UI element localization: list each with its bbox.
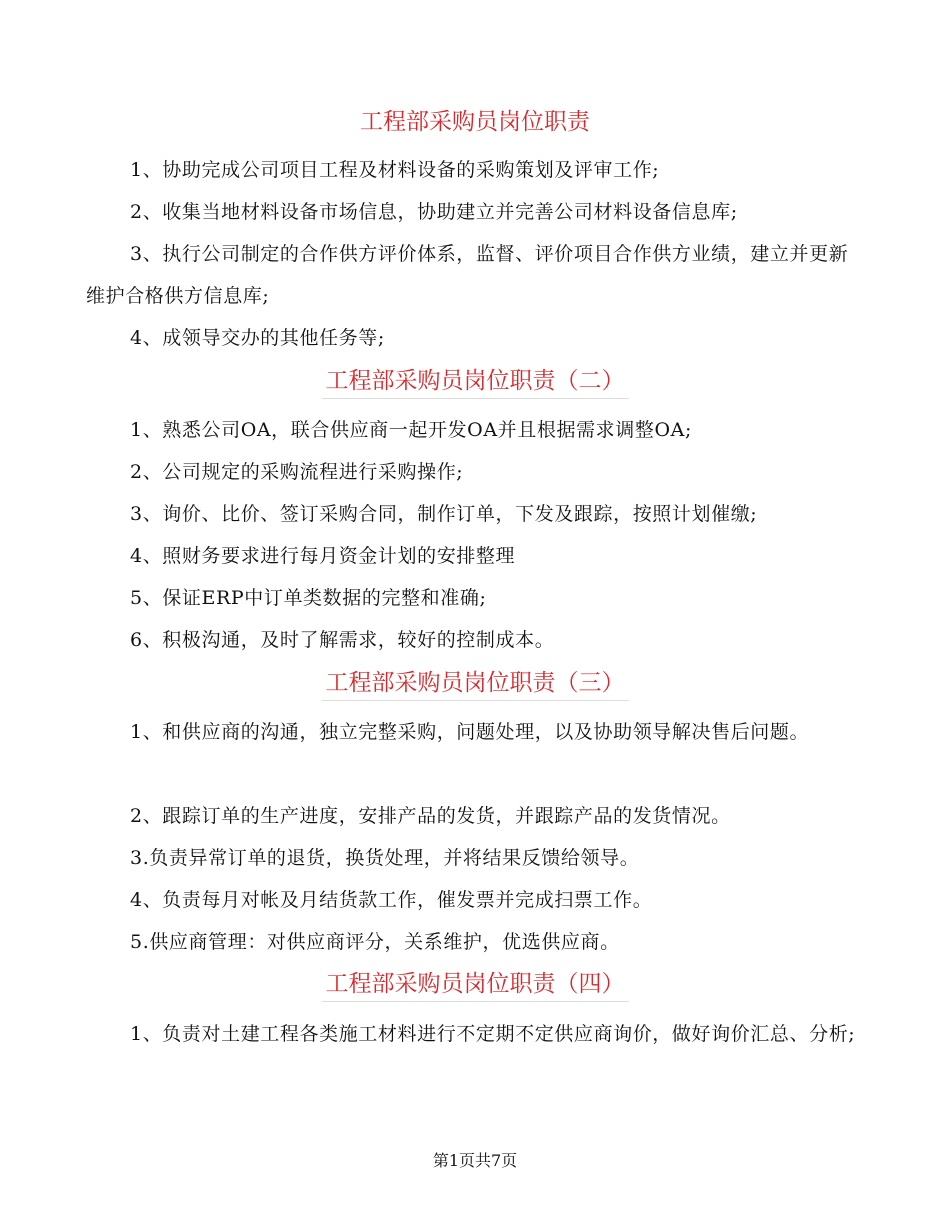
section-title: [0, 668, 950, 701]
list-item: 5、保证ERP中订单类数据的完整和准确;: [130, 587, 487, 609]
list-item: 1、熟悉公司OA，联合供应商一起开发OA并且根据需求调整OA;: [130, 419, 692, 441]
section-title-text: 工程部采购员岗位职责（三）: [322, 668, 629, 701]
list-item: 2、跟踪订单的生产进度，安排产品的发货，并跟踪产品的发货情况。: [130, 805, 731, 827]
list-item: 6、积极沟通，及时了解需求，较好的控制成本。: [130, 629, 555, 651]
list-item: 1、协助完成公司项目工程及材料设备的采购策划及评审工作;: [130, 159, 660, 181]
section-title-text: 工程部采购员岗位职责（四）: [322, 969, 629, 1002]
section-title-text: 工程部采购员岗位职责: [360, 109, 590, 135]
list-item: 4、照财务要求进行每月资金计划的安排整理: [130, 545, 516, 567]
list-item: 3、询价、比价、签订采购合同，制作订单，下发及跟踪，按照计划催缴;: [130, 503, 758, 525]
list-item: 1、负责对土建工程各类施工材料进行不定期不定供应商询价，做好询价汇总、分析;: [130, 1023, 856, 1045]
page-number-footer: 第1页共7页: [432, 1151, 518, 1170]
list-item: 2、收集当地材料设备市场信息，协助建立并完善公司材料设备信息库;: [130, 201, 738, 223]
list-item: 5.供应商管理：对供应商评分，关系维护，优选供应商。: [130, 931, 620, 953]
section-title: [0, 366, 950, 399]
section-title: [0, 969, 950, 1002]
section-title: [0, 107, 950, 137]
list-item: 4、负责每月对帐及月结货款工作，催发票并完成扫票工作。: [130, 889, 653, 911]
list-item: 3、执行公司制定的合作供方评价体系，监督、评价项目合作供方业绩，建立并更新维护合格供方信息库;: [86, 243, 849, 307]
list-item: 1、和供应商的沟通，独立完整采购，问题处理，以及协助领导解决售后问题。: [130, 721, 810, 743]
list-item: 3.负责异常订单的退货，换货处理，并将结果反馈给领导。: [130, 847, 640, 869]
section-title-text: 工程部采购员岗位职责（二）: [322, 366, 629, 399]
list-item: 2、公司规定的采购流程进行采购操作;: [130, 461, 464, 483]
list-item: 4、成领导交办的其他任务等;: [130, 327, 385, 349]
